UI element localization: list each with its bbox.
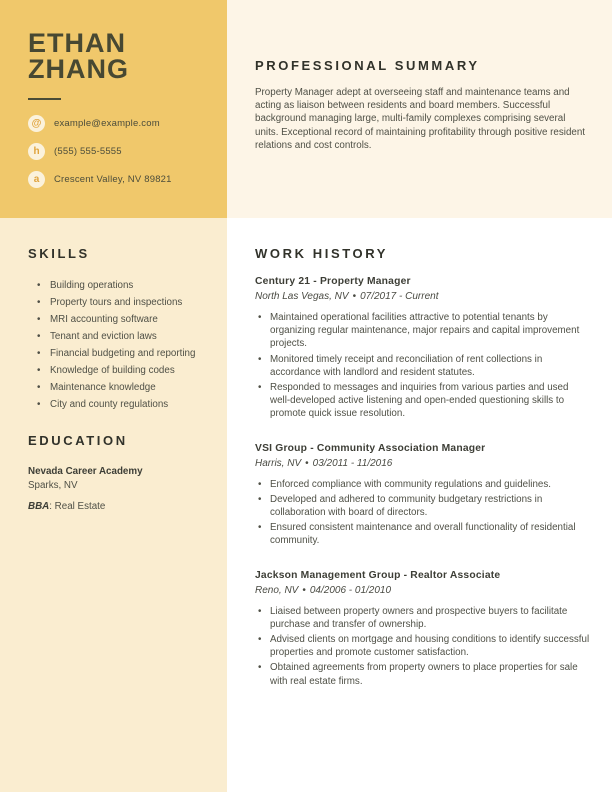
identity-section — [0, 0, 227, 218]
dot-separator: • — [352, 291, 357, 302]
contact-list — [28, 115, 209, 188]
dot-separator: • — [302, 584, 306, 596]
bullet-icon: • — [37, 348, 41, 359]
bullet-icon: • — [258, 478, 262, 490]
job-bullet: • Advised clients on mortgage and housing conditions to identify successful properties and promote customer satisfaction. — [255, 633, 590, 659]
last-name: ZHANG — [28, 54, 129, 84]
list-item: • Building operations — [28, 277, 211, 294]
contact-address-row — [28, 171, 209, 188]
bullet-icon: • — [258, 353, 262, 365]
job-dates: 07/2017 - Current — [360, 291, 439, 302]
email-text: example@example.com — [54, 118, 160, 129]
summary-section — [227, 0, 612, 218]
job-bullet: • Developed and adhered to community budgetary restrictions in collaboration with board of directors. — [255, 493, 590, 519]
school-name: Nevada Career Academy — [28, 466, 143, 477]
person-name — [28, 30, 209, 82]
work-history-section — [227, 218, 612, 792]
bullet-icon: • — [37, 314, 41, 325]
list-item: • Maintenance knowledge — [28, 379, 211, 396]
job-bullet: • Monitored timely receipt and reconciliation of rent collections in accordance with landlord and resident statutes. — [255, 353, 590, 379]
bullet-icon: • — [258, 522, 262, 534]
bullet-icon: • — [37, 280, 41, 291]
job-meta — [255, 457, 590, 471]
job-location: North Las Vegas, NV — [255, 291, 349, 302]
contact-email-row — [28, 115, 209, 132]
location-icon: a — [28, 171, 45, 188]
first-name: ETHAN — [28, 28, 126, 58]
degree-detail: : Real Estate — [49, 501, 106, 512]
job-bullet: • Enforced compliance with community regulations and guidelines. — [255, 478, 590, 491]
job-dates: 03/2011 - 11/2016 — [312, 457, 393, 469]
job-dates: 04/2006 - 01/2010 — [309, 584, 392, 596]
education-heading: EDUCATION — [28, 433, 128, 448]
job-bullet: • Responded to messages and inquiries from various parties and used well-developed active listening and open-ended questioning skills to promote quick issue resolution. — [255, 381, 590, 421]
bullet-icon: • — [37, 382, 41, 393]
degree-label: BBA — [28, 501, 50, 512]
name-divider — [28, 98, 61, 100]
bullet-icon: • — [258, 312, 262, 323]
job-location: Harris, NV — [255, 457, 302, 469]
summary-heading: PROFESSIONAL SUMMARY — [255, 58, 480, 73]
bullet-icon: • — [258, 382, 262, 394]
job-meta — [255, 584, 590, 598]
job-title: Century 21 - Property Manager — [255, 276, 411, 287]
list-item: • Tenant and eviction laws — [28, 328, 211, 345]
job-bullet: • Maintained operational facilities attractive to potential tenants by organizing regular maintenance, major repairs and capital improvement projects. — [255, 311, 590, 351]
skills-list — [28, 277, 211, 413]
job-entry — [255, 275, 590, 421]
job-entry — [255, 442, 590, 548]
list-item: • MRI accounting software — [28, 311, 211, 328]
job-bullet: • Liaised between property owners and prospective buyers to facilitate purchase and transfer of ownership. — [255, 605, 590, 631]
bullet-icon: • — [258, 605, 262, 617]
email-icon: @ — [28, 115, 45, 132]
skills-heading: SKILLS — [28, 246, 90, 261]
bullet-icon: • — [37, 331, 41, 342]
job-title: Jackson Management Group - Realtor Associate — [255, 569, 501, 581]
list-item: • Property tours and inspections — [28, 294, 211, 311]
list-item: • City and county regulations — [28, 396, 211, 413]
job-location: Reno, NV — [255, 584, 299, 596]
dot-separator: • — [305, 457, 309, 469]
phone-text: (555) 555-5555 — [54, 146, 122, 157]
bullet-icon: • — [258, 634, 262, 646]
contact-phone-row — [28, 143, 209, 160]
summary-text: Property Manager adept at overseeing staff and maintenance teams and acting as liaison between residents and board members. Successful background managing large, multi-family complexes comprising several units. Exceptional record of maintaining profitability through positive resident relations and cost controls. — [255, 87, 586, 151]
address-text: Crescent Valley, NV 89821 — [54, 174, 172, 185]
bullet-icon: • — [37, 399, 41, 410]
sidebar-section — [0, 218, 227, 792]
job-title: VSI Group - Community Association Manager — [255, 442, 486, 454]
school-location: Sparks, NV — [28, 480, 78, 491]
job-meta — [255, 290, 590, 304]
degree-line — [28, 501, 211, 512]
job-entry — [255, 569, 590, 688]
bullet-icon: • — [37, 365, 41, 376]
bullet-icon: • — [37, 297, 41, 308]
phone-icon: h — [28, 143, 45, 160]
work-history-heading: WORK HISTORY — [255, 246, 389, 261]
bullet-icon: • — [258, 493, 262, 505]
list-item: • Financial budgeting and reporting — [28, 345, 211, 362]
list-item: • Knowledge of building codes — [28, 362, 211, 379]
job-bullet: • Obtained agreements from property owners to place properties for sale with real estate firms. — [255, 661, 590, 687]
bullet-icon: • — [258, 662, 262, 674]
job-bullet: • Ensured consistent maintenance and overall functionality of residential community. — [255, 521, 590, 547]
education-section — [28, 433, 211, 512]
